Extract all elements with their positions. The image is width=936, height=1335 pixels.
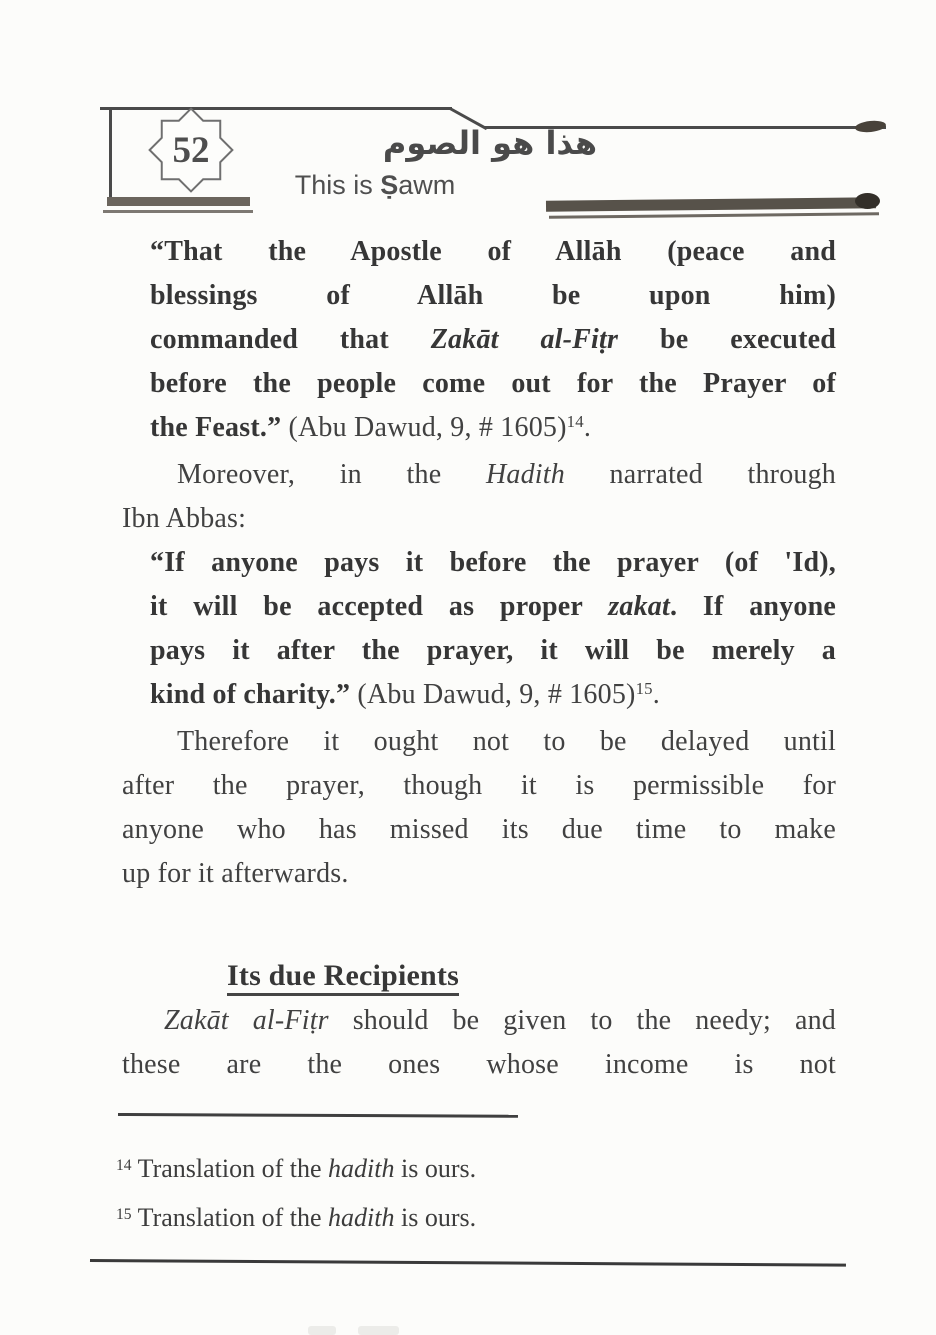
footnote-ref-15: 15 [635, 678, 653, 698]
term-italic: zakat [608, 591, 670, 622]
term-italic: hadith [328, 1154, 395, 1183]
text-line [150, 362, 836, 406]
footnote-15 [116, 1195, 476, 1244]
body-text: anyone who has missed its due time to make [122, 814, 836, 845]
term-italic: hadith [328, 1203, 395, 1232]
quote-text: the Feast.” [150, 412, 282, 443]
paragraph-moreover [122, 453, 836, 541]
page-number: 52 [172, 129, 210, 171]
section-heading: Its due Recipients [227, 959, 459, 996]
text-line [150, 585, 836, 629]
footnote-14 [116, 1146, 476, 1195]
title-s-dot: Ṣ [380, 170, 399, 200]
quote-text: pays it after the prayer, it will be merely a [150, 635, 836, 666]
quote-text: be executed [618, 324, 836, 355]
footnotes [116, 1146, 476, 1244]
footnote-text: Translation of the [131, 1203, 329, 1232]
text-line [122, 808, 836, 852]
page-body [122, 230, 836, 1087]
title-text: This is [294, 170, 381, 200]
text-line [122, 999, 836, 1043]
header-bar-right-thin [549, 212, 879, 218]
quote-text: commanded that [150, 324, 431, 355]
body-text: Moreover, in the [177, 459, 486, 490]
body-text: these are the ones whose income is not [122, 1049, 836, 1080]
footer-rule [90, 1259, 846, 1267]
footnote-ref-14: 14 [566, 411, 584, 431]
text-line [150, 274, 836, 318]
header-bar-ink-blob [855, 193, 880, 209]
footnote-number: 15 [116, 1205, 132, 1223]
scan-smudge [358, 1326, 399, 1335]
header-bar-left-thick [107, 197, 250, 206]
hadith-quote-1 [150, 230, 836, 453]
text-line [150, 629, 836, 673]
text-line [150, 541, 836, 585]
term-italic: Zakāt al-Fiṭr [164, 1005, 329, 1036]
header-bar-left-thin [103, 210, 253, 213]
footnote-number: 14 [116, 1156, 132, 1174]
text-line [150, 230, 836, 274]
text-line [150, 406, 836, 453]
body-text: should be given to the needy; and [328, 1005, 836, 1036]
paragraph-recipients [122, 999, 836, 1087]
hadith-quote-2 [150, 541, 836, 720]
text-line [150, 318, 836, 362]
body-text: Therefore it ought not to be delayed until [177, 726, 836, 757]
text-line [122, 764, 836, 808]
quote-text: kind of charity.” [150, 679, 351, 710]
body-text: Ibn Abbas: [122, 503, 247, 534]
quote-text: . If anyone [669, 591, 837, 622]
quote-text: it will be accepted as proper [150, 591, 609, 622]
text-line [122, 497, 836, 541]
body-text: up for it afterwards. [122, 858, 349, 889]
header-bar-right-thick [546, 197, 876, 211]
title-text-end: awm [398, 170, 456, 200]
text-line [122, 720, 836, 764]
citation: (Abu Dawud, 9, # 1605) [350, 679, 636, 710]
quote-text: blessings of Allāh be upon him) [150, 280, 836, 311]
term-italic: Zakāt al-Fiṭr [430, 324, 619, 355]
text-line [122, 1043, 836, 1087]
chapter-title-arabic: هذا هو الصوم [382, 124, 598, 162]
paragraph-therefore [122, 720, 836, 896]
footnote-text: is ours. [394, 1203, 477, 1232]
citation: (Abu Dawud, 9, # 1605) [281, 412, 567, 443]
quote-text: “If anyone pays it before the prayer (of 'Id), [150, 547, 836, 578]
body-text: narrated through [564, 459, 837, 490]
text-line [122, 852, 836, 896]
header-rule-vertical [109, 107, 112, 199]
footnote-text: is ours. [394, 1154, 477, 1183]
text-line [150, 673, 836, 720]
term-italic: Hadith [485, 459, 565, 490]
quote-text: before the people come out for the Prayer of [150, 368, 836, 399]
header-rule-ink-blob [855, 119, 887, 133]
section-heading-row [122, 954, 836, 999]
footnote-separator-rule [118, 1113, 518, 1118]
footnote-text: Translation of the [131, 1154, 329, 1183]
scan-smudge [308, 1326, 336, 1335]
citation-period: . [583, 412, 592, 443]
citation-period: . [652, 679, 660, 710]
chapter-title-english [265, 170, 485, 201]
body-text: after the prayer, though it is permissible for [122, 770, 836, 801]
text-line [122, 453, 836, 497]
quote-text: “That the Apostle of Allāh (peace and [150, 236, 836, 267]
